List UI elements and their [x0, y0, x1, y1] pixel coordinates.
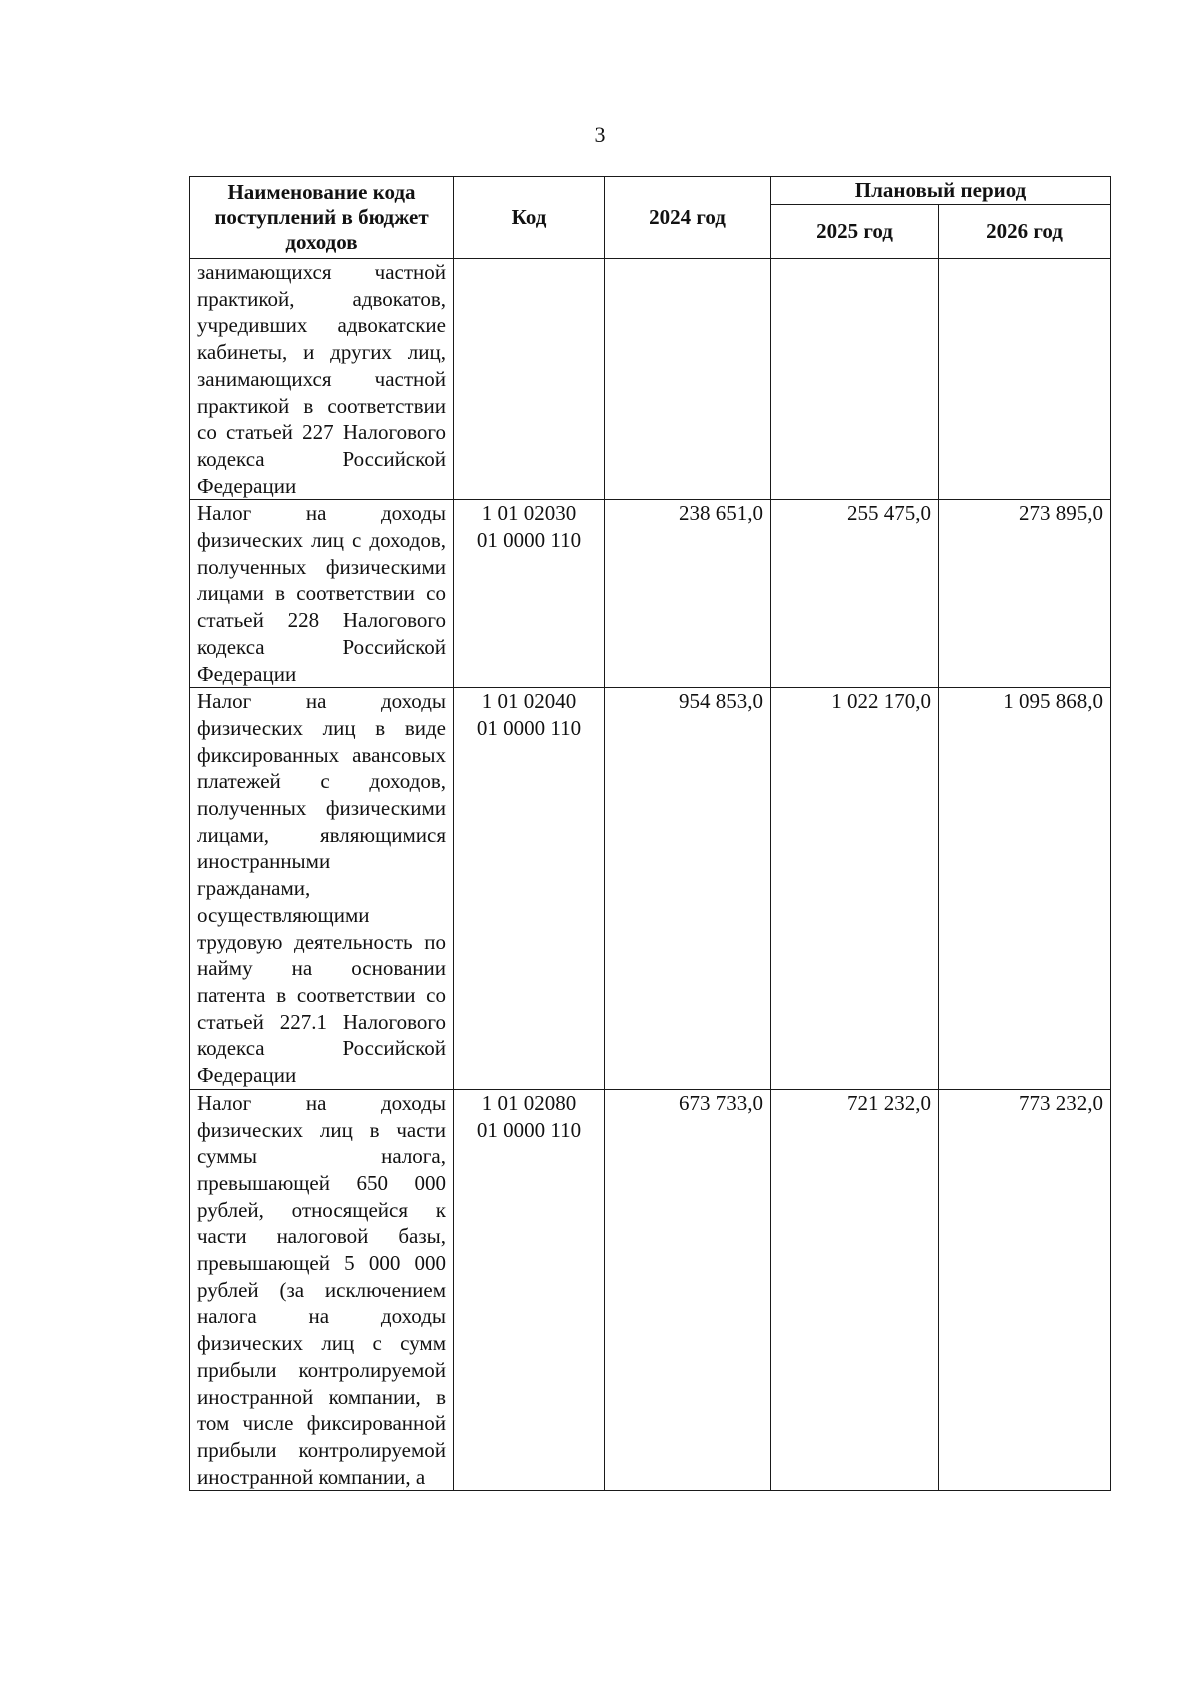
header-code: Код: [454, 177, 605, 259]
row-code: [454, 688, 605, 1090]
row-value-2025: 721 232,0: [771, 1089, 939, 1491]
page-number: 3: [594, 122, 606, 147]
table-row: [190, 500, 1111, 688]
header-name-line: поступлений в бюджет: [214, 205, 429, 229]
row-code: [454, 259, 605, 500]
row-value-2025: 255 475,0: [771, 500, 939, 688]
header-name-line: доходов: [285, 230, 358, 254]
row-name: Налог на доходы физических лиц с доходов, полученных физическими лицами в соответствии со статьей 228 Налогового кодекса Российской Федерации: [190, 500, 454, 688]
row-name: занимающихся частной практикой, адвокатов, учредивших адвокатские кабинеты, и других лиц, занимающихся частной практикой в соответствии со статьей 227 Налогового кодекса Российской Федерации: [190, 259, 454, 500]
header-name: [190, 177, 454, 259]
header-year-2024: 2024 год: [605, 177, 771, 259]
row-code-line: 01 0000 110: [476, 1117, 582, 1142]
row-name: Налог на доходы физических лиц в виде фиксированных авансовых платежей с доходов, полученных физическими лицами, являющимися иностранными гражданами, осуществляющими трудовую деятельность по найму на основании патента в соответствии со статьей 227.1 Налогового кодекса Российской Федерации: [190, 688, 454, 1090]
table-row: [190, 1089, 1111, 1491]
row-code: [454, 1089, 605, 1491]
revenue-table: [189, 176, 1111, 1491]
header-year-2026: 2026 год: [939, 205, 1111, 259]
header-year-2025: 2025 год: [771, 205, 939, 259]
row-value-2024: [605, 259, 771, 500]
header-planned-period: Плановый период: [771, 177, 1111, 205]
row-value-2026: [939, 259, 1111, 500]
table-row: [190, 688, 1111, 1090]
row-code-line: 1 01 02030: [481, 501, 577, 526]
row-name: Налог на доходы физических лиц в части суммы налога, превышающей 650 000 рублей, относящейся к части налоговой базы, превышающей 5 000 000 рублей (за исключением налога на доходы физических лиц с сумм прибыли контролируемой иностранной компании, в том числе фиксированной прибыли контролируемой иностранной компании, а: [190, 1089, 454, 1491]
row-code-line: 1 01 02040: [481, 689, 577, 714]
row-value-2026: 273 895,0: [939, 500, 1111, 688]
row-value-2025: 1 022 170,0: [771, 688, 939, 1090]
row-value-2024: 238 651,0: [605, 500, 771, 688]
row-value-2026: 773 232,0: [939, 1089, 1111, 1491]
row-code-line: 01 0000 110: [476, 528, 582, 553]
row-value-2025: [771, 259, 939, 500]
table-row: [190, 259, 1111, 500]
row-code-line: 1 01 02080: [481, 1090, 577, 1115]
row-code-line: 01 0000 110: [476, 715, 582, 740]
row-value-2024: 673 733,0: [605, 1089, 771, 1491]
row-value-2026: 1 095 868,0: [939, 688, 1111, 1090]
row-code: [454, 500, 605, 688]
row-value-2024: 954 853,0: [605, 688, 771, 1090]
header-name-line: Наименование кода: [227, 180, 416, 204]
